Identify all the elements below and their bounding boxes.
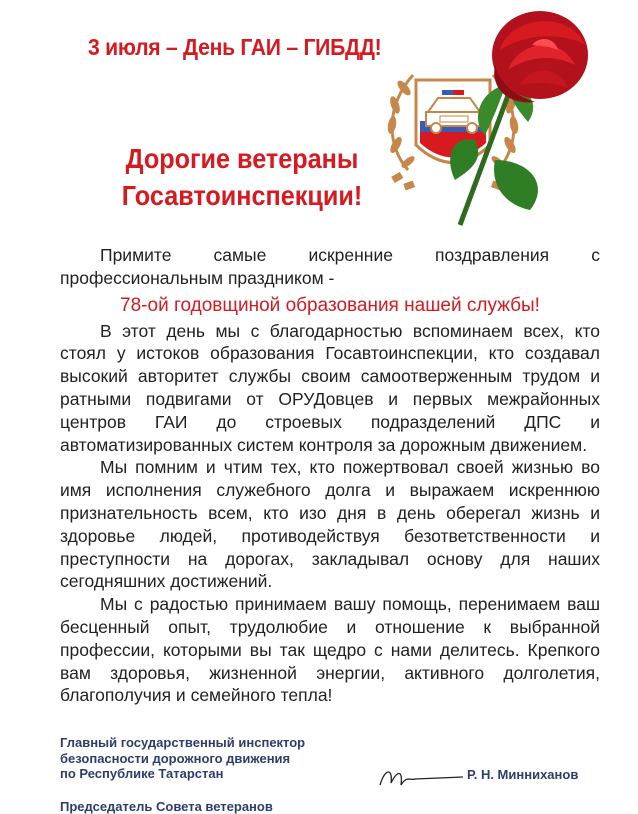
paragraph-3: Мы с радостью принимаем вашу помощь, перенимаем ваш бесценный опыт, трудолюбие и отношение к выбранной профессии, которыми вы так щедро с нами делитесь. Крепкого вам здоровья, жизненной энергии, активного долголетия, благополучия и семейного тепла! [60, 594, 600, 706]
position-line-1: Главный государственный инспектор [60, 735, 306, 750]
letter-title [98, 140, 386, 214]
paragraph-2: Мы помним и чтим тех, кто пожертвовал своей жизнью во имя исполнения служебного долга и выражаем искреннюю признательность всем, кто изо дня в день оберегал жизнь и здоровье людей, противодействуя безответственности и преступности на дорогах, закладывал основу для наших сегодняшних достижений. [60, 457, 600, 592]
letter-body [60, 244, 600, 707]
position-line-3: по Республике Татарстан [60, 766, 224, 781]
title-line-1: Дорогие ветераны [125, 143, 359, 174]
title-line-2: Госавтоинспекции! [121, 180, 363, 211]
handwritten-signature [375, 763, 465, 793]
paragraph-1: В этот день мы с благодарностью вспоминаем всех, кто стоял у истоков образования Госавтоинспекции, кто создавал высокий авторитет службы своим самоотверженным трудом и ратными подвигами от ОРУДовцев и первых межрайонных центров ГАИ до строевых подразделений ДПС и автоматизированных систем контроля за дорожным движением. [60, 320, 600, 455]
red-rose-icon [440, 10, 638, 230]
anniversary-highlight: 78-ой годовщиной образования нашей службы! [120, 294, 540, 316]
signer-position [60, 735, 360, 782]
chairman-title: Председатель Совета ветеранов [60, 799, 273, 814]
position-line-2: безопасности дорожного движения [60, 750, 291, 766]
signer-name: Р. Н. Минниханов [467, 767, 579, 782]
headline-date: 3 июля – День ГАИ – ГИБДД! [88, 34, 382, 60]
intro-paragraph: Примите самые искренние поздравления с профессиональным праздником - [60, 245, 600, 288]
